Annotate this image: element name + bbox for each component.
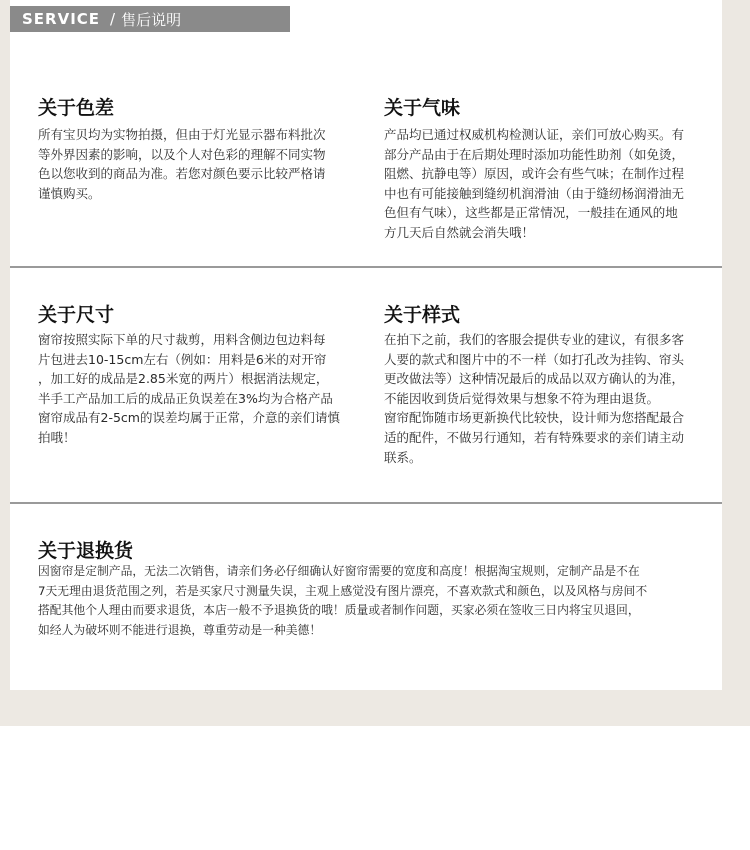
section-text-style: 在拍下之前，我们的客服会提供专业的建议，有很多客 人要的款式和图片中的不一样（如打孔改为挂钩、帘头 更改做法等）这种情况最后的成品以双方确认的为准， 不能因收到货后觉得效果与想象不符为理由退货。 窗帘配饰随市场更新换代比较快，设计师为您搭配最合 适的配件，不做另行通知，若有特殊要求的亲们请主动 联系。 <box>384 332 685 465</box>
section-text-color: 所有宝贝均为实物拍摄，但由于灯光显示器布料批次 等外界因素的影响，以及个人对色彩的理解不同实物 色以您收到的商品为准。若您对颜色要示比较严格请 谨慎购买。 <box>38 127 326 201</box>
service-header <box>10 6 290 32</box>
section-divider <box>10 502 722 504</box>
section-text-odor: 产品均已通过权威机构检测认证，亲们可放心购买。有 部分产品由于在后期处理时添加功能性助剂（如免烫， 阻燃、抗静电等）原因，或许会有些气味；在制作过程 中也有可能接触到缝纫机润滑油（由于缝纫杨润滑油无 色但有气味），这些都是正常情况，一般挂在通风的地 方几天后自然就会消失哦！ <box>384 127 685 240</box>
header-title-cn: 售后说明 <box>121 10 182 29</box>
section-title-returns: 关于退换货 <box>38 540 134 562</box>
bottom-strip <box>0 690 750 726</box>
section-divider <box>10 266 722 268</box>
section-text-size: 窗帘按照实际下单的尺寸裁剪，用料含侧边包边料每 片包进去10-15cm左右（例如：用料是6米的对开帘 ，加工好的成品是2.85米宽的两片）根据消法规定， 半手工产品加工后的成品正负误差在3%均为合格产品 窗帘成品有2-5cm的误差均属于正常，介意的亲们请慎 拍哦！ <box>38 332 340 445</box>
section-title-size: 关于尺寸 <box>38 304 115 326</box>
section-text-returns: 因窗帘是定制产品，无法二次销售，请亲们务必仔细确认好窗帘需要的宽度和高度！根据淘宝规则，定制产品是不在 7天无理由退货范围之列，若是买家尺寸测量失误，主观上感觉没有图片漂亮，不喜欢款式和颜色，以及风格与房间不 搭配其他个人理由而要求退货，本店一般不予退换货的哦！质量或者制作问题，买家必须在签收三日内将宝贝退回， 如经人为破坏则不能进行退换，尊重劳动是一种美德！ <box>38 564 648 637</box>
section-title-color: 关于色差 <box>38 97 115 119</box>
header-title-en: SERVICE <box>22 10 101 28</box>
header-slash: / <box>110 10 116 28</box>
section-title-style: 关于样式 <box>384 304 461 326</box>
section-title-odor: 关于气味 <box>384 97 461 119</box>
